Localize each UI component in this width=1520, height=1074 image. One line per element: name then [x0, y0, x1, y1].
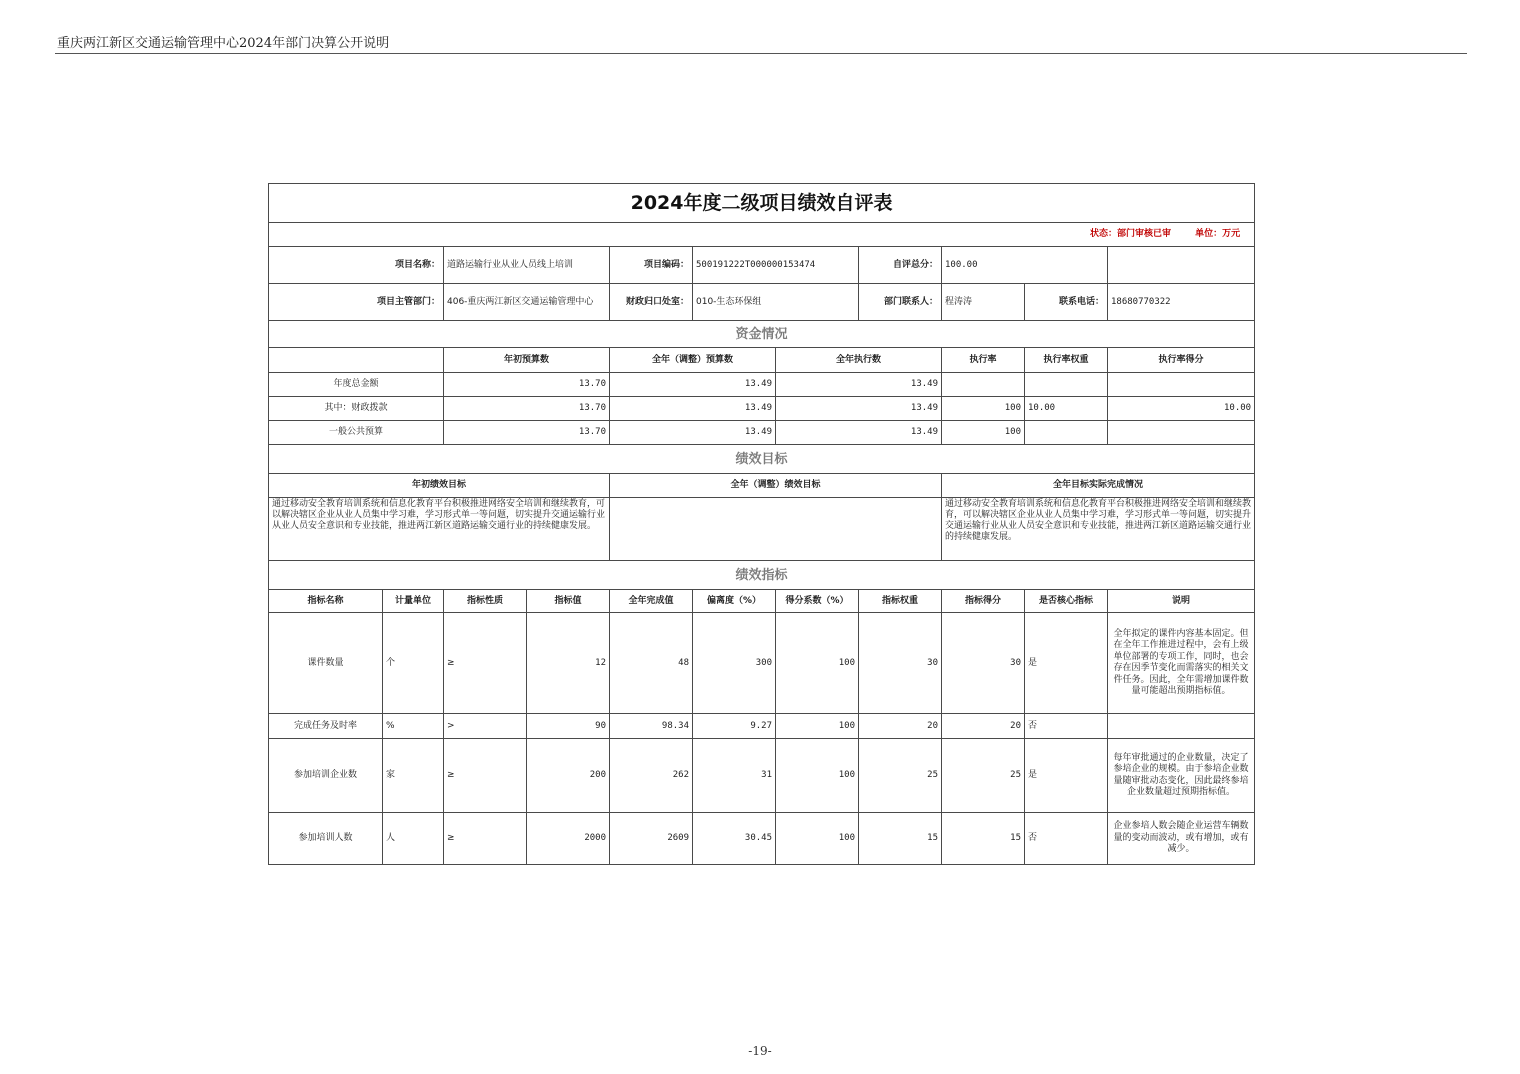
- indicator-score: 30: [942, 613, 1025, 714]
- goals-header-actual: 全年目标实际完成情况: [942, 474, 1255, 498]
- funds-header: 全年（调整）预算数: [610, 348, 776, 373]
- funds-initial: 13.70: [444, 397, 610, 421]
- project-name-label: 项目名称：: [269, 247, 444, 284]
- indicator-target: 90: [527, 714, 610, 739]
- indicator-unit: 个: [383, 613, 444, 714]
- indicator-header: 偏离度（%）: [693, 590, 776, 613]
- indicator-nature: ≥: [444, 613, 527, 714]
- indicator-note: 全年拟定的课件内容基本固定。但在全年工作推进过程中，会有上级单位部署的专项工作，同时，也会存在因季节变化而需落实的相关文件任务。因此，全年需增加课件数量可能超出预期指标值。: [1108, 613, 1255, 714]
- empty-cell: [1108, 247, 1255, 284]
- indicator-deviation: 300: [693, 613, 776, 714]
- project-code-label: 项目编码：: [610, 247, 693, 284]
- funds-weight: [1025, 421, 1108, 445]
- indicator-score: 15: [942, 813, 1025, 865]
- performance-table: [268, 183, 1255, 865]
- indicator-target: 12: [527, 613, 610, 714]
- indicator-core: 否: [1025, 813, 1108, 865]
- indicator-weight: 25: [859, 739, 942, 813]
- indicator-unit: %: [383, 714, 444, 739]
- finance-value: 010-生态环保组: [693, 284, 859, 321]
- funds-rate: 100: [942, 397, 1025, 421]
- funds-header: 执行率: [942, 348, 1025, 373]
- indicator-header: 是否核心指标: [1025, 590, 1108, 613]
- indicator-note: [1108, 714, 1255, 739]
- funds-initial: 13.70: [444, 421, 610, 445]
- indicator-target: 2000: [527, 813, 610, 865]
- funds-executed: 13.49: [776, 397, 942, 421]
- indicator-row: [269, 739, 1255, 813]
- indicator-name: 完成任务及时率: [269, 714, 383, 739]
- indicator-nature: ≥: [444, 739, 527, 813]
- indicator-core: 否: [1025, 714, 1108, 739]
- indicator-actual: 98.34: [610, 714, 693, 739]
- funds-row: [269, 421, 1255, 445]
- goals-header-adjusted: 全年（调整）绩效目标: [610, 474, 942, 498]
- unit-text: 单位：万元: [1195, 229, 1241, 239]
- dept-value: 406-重庆两江新区交通运输管理中心: [444, 284, 610, 321]
- dept-label: 项目主管部门：: [269, 284, 444, 321]
- funds-row-name: 其中：财政拨款: [269, 397, 444, 421]
- funds-score: 10.00: [1108, 397, 1255, 421]
- funds-rate: [942, 373, 1025, 397]
- section-goals: 绩效目标: [269, 445, 1255, 474]
- indicator-nature: >: [444, 714, 527, 739]
- funds-header: 执行率得分: [1108, 348, 1255, 373]
- table-title: 2024年度二级项目绩效自评表: [269, 184, 1255, 223]
- indicator-unit: 家: [383, 739, 444, 813]
- phone-value: 18680770322: [1108, 284, 1255, 321]
- funds-row: [269, 373, 1255, 397]
- status-text: 状态：部门审核已审: [1090, 229, 1172, 239]
- funds-adjusted: 13.49: [610, 397, 776, 421]
- indicator-coefficient: 100: [776, 714, 859, 739]
- funds-executed: 13.49: [776, 421, 942, 445]
- indicator-header: 指标权重: [859, 590, 942, 613]
- section-indicators: 绩效指标: [269, 561, 1255, 590]
- project-name-value: 道路运输行业从业人员线上培训: [444, 247, 610, 284]
- indicator-weight: 30: [859, 613, 942, 714]
- indicator-unit: 人: [383, 813, 444, 865]
- funds-initial: 13.70: [444, 373, 610, 397]
- header-divider: [55, 53, 1467, 54]
- indicator-header: 指标性质: [444, 590, 527, 613]
- funds-header: 年初预算数: [444, 348, 610, 373]
- indicator-deviation: 9.27: [693, 714, 776, 739]
- finance-label: 财政归口处室：: [610, 284, 693, 321]
- indicator-row: [269, 813, 1255, 865]
- indicator-core: 是: [1025, 613, 1108, 714]
- funds-score: [1108, 373, 1255, 397]
- indicator-header: 说明: [1108, 590, 1255, 613]
- goals-header-initial: 年初绩效目标: [269, 474, 610, 498]
- indicator-name: 参加培训企业数: [269, 739, 383, 813]
- indicator-score: 25: [942, 739, 1025, 813]
- page-header: 重庆两江新区交通运输管理中心2024年部门决算公开说明: [57, 36, 390, 51]
- funds-weight: [1025, 373, 1108, 397]
- funds-row: [269, 397, 1255, 421]
- indicator-name: 参加培训人数: [269, 813, 383, 865]
- contact-value: 程涛涛: [942, 284, 1025, 321]
- indicator-target: 200: [527, 739, 610, 813]
- indicator-name: 课件数量: [269, 613, 383, 714]
- contact-label: 部门联系人：: [859, 284, 942, 321]
- indicator-header: 指标得分: [942, 590, 1025, 613]
- funds-header-blank: [269, 348, 444, 373]
- indicator-row: [269, 613, 1255, 714]
- indicator-header: 计量单位: [383, 590, 444, 613]
- funds-rate: 100: [942, 421, 1025, 445]
- indicator-header: 得分系数（%）: [776, 590, 859, 613]
- project-code-value: 500191222T000000153474: [693, 247, 859, 284]
- indicator-header: 指标名称: [269, 590, 383, 613]
- indicator-row: [269, 714, 1255, 739]
- goals-adjusted-text: [610, 498, 942, 561]
- funds-adjusted: 13.49: [610, 421, 776, 445]
- funds-executed: 13.49: [776, 373, 942, 397]
- funds-row-name: 年度总金额: [269, 373, 444, 397]
- indicator-coefficient: 100: [776, 813, 859, 865]
- funds-header: 全年执行数: [776, 348, 942, 373]
- indicator-score: 20: [942, 714, 1025, 739]
- funds-weight: 10.00: [1025, 397, 1108, 421]
- indicator-deviation: 30.45: [693, 813, 776, 865]
- indicator-note: 企业参培人数会随企业运营车辆数量的变动而波动，或有增加，或有减少。: [1108, 813, 1255, 865]
- indicator-core: 是: [1025, 739, 1108, 813]
- funds-score: [1108, 421, 1255, 445]
- indicator-header: 指标值: [527, 590, 610, 613]
- indicator-coefficient: 100: [776, 739, 859, 813]
- indicator-weight: 20: [859, 714, 942, 739]
- section-funds: 资金情况: [269, 321, 1255, 348]
- indicator-nature: ≥: [444, 813, 527, 865]
- indicator-actual: 48: [610, 613, 693, 714]
- score-value: 100.00: [942, 247, 1108, 284]
- indicator-coefficient: 100: [776, 613, 859, 714]
- score-label: 自评总分：: [859, 247, 942, 284]
- indicator-weight: 15: [859, 813, 942, 865]
- goals-actual-text: 通过移动安全教育培训系统和信息化教育平台积极推进网络安全培训和继续教育，可以解决辖区企业从业人员集中学习难，学习形式单一等问题，切实提升交通运输行业从业人员安全意识和专业技能，推进两江新区道路运输交通行业的持续健康发展。: [942, 498, 1255, 561]
- indicator-actual: 2609: [610, 813, 693, 865]
- indicator-header: 全年完成值: [610, 590, 693, 613]
- indicator-note: 每年审批通过的企业数量，决定了参培企业的规模。由于参培企业数量随审批动态变化，因此最终参培企业数量超过预期指标值。: [1108, 739, 1255, 813]
- funds-header: 执行率权重: [1025, 348, 1108, 373]
- goals-initial-text: 通过移动安全教育培训系统和信息化教育平台积极推进网络安全培训和继续教育，可以解决辖区企业从业人员集中学习难，学习形式单一等问题，切实提升交通运输行业从业人员安全意识和专业技能，推进两江新区道路运输交通行业的持续健康发展。: [269, 498, 610, 561]
- page-number: -19-: [748, 1044, 772, 1058]
- funds-row-name: 一般公共预算: [269, 421, 444, 445]
- indicator-actual: 262: [610, 739, 693, 813]
- indicator-deviation: 31: [693, 739, 776, 813]
- phone-label: 联系电话：: [1025, 284, 1108, 321]
- funds-adjusted: 13.49: [610, 373, 776, 397]
- status-row: [269, 223, 1255, 247]
